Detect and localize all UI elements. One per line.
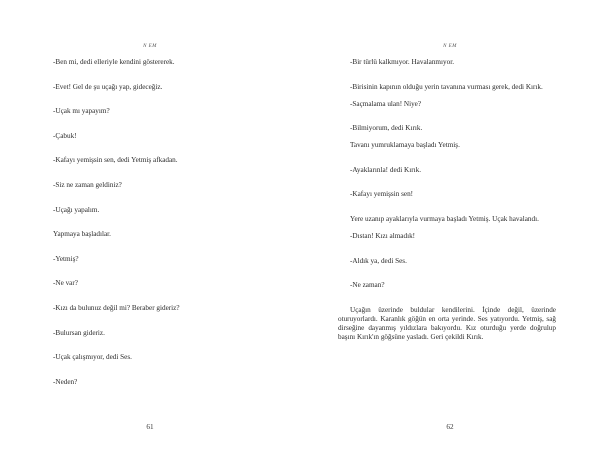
- page-number-left: 61: [146, 423, 154, 431]
- right-page-body: [338, 58, 556, 342]
- running-header-right: N EM: [443, 44, 457, 49]
- paragraph: -Ayaklarınla! dedi Kırık.: [350, 165, 421, 174]
- paragraph: -Aldık ya, dedi Ses.: [350, 256, 407, 265]
- paragraph: Yapmaya başladılar.: [53, 230, 111, 239]
- paragraph: -Neden?: [53, 377, 78, 386]
- paragraph: -Kafayı yemişsin sen, dedi Yetmiş afkadan.: [53, 156, 178, 165]
- paragraph: -Bilmiyorum, dedi Kırık.: [350, 124, 423, 133]
- paragraph: -Saçmalama ulan! Niye?: [350, 99, 422, 108]
- left-page-body: [53, 58, 253, 402]
- paragraph: -Ben mi, dedi elleriyle kendini göstererek.: [53, 58, 175, 66]
- paragraph: -Siz ne zaman geldiniz?: [53, 180, 122, 189]
- paragraph: Yere uzanıp ayaklarıyla vurmaya başladı Yetmiş. Uçak havalandı.: [350, 214, 539, 223]
- paragraph: -Kızı da bulunuz değil mi? Beraber gideriz?: [53, 303, 180, 312]
- paragraph: -Çabuk!: [53, 131, 77, 140]
- paragraph: -Birisinin kapının olduğu yerin tavanına vurması gerek, dedi Kırık.: [350, 82, 543, 91]
- paragraph: -Bulursan gideriz.: [53, 328, 105, 337]
- paragraph: -Uçağı yapalım.: [53, 205, 100, 214]
- paragraph: -Kafayı yemişsin sen!: [350, 190, 414, 199]
- paragraph: -Evet! Gel de şu uçağı yap, gideceğiz.: [53, 82, 163, 91]
- paragraph: -Ne zaman?: [350, 281, 385, 290]
- page-number-right: 62: [446, 423, 454, 431]
- paragraph: Tavanı yumruklamaya başladı Yetmiş.: [350, 141, 460, 150]
- right-page: [300, 0, 600, 467]
- paragraph: -Uçak mı yapayım?: [53, 107, 110, 116]
- running-header-left: N EM: [143, 44, 157, 49]
- paragraph: -Yetmiş?: [53, 254, 79, 263]
- paragraph: Uçağın üzerinde buldular kendilerini. İçinde değil, üzerinde oturuyorlardı. Karanlık göğün en orta yerinde. Ses yatıyordu. Yetmiş, sağ dirseğine dayanmış yıldızlara bakıyordu. Kız oturduğu yerde doğrulup başını Kırık'ın göğsüne yasladı. Geri çekildi Kırık.: [338, 305, 556, 341]
- paragraph: -Ne var?: [53, 279, 78, 288]
- paragraph: -Dıstan! Kızı almadık!: [350, 231, 416, 240]
- paragraph: -Uçak çalışmıyor, dedi Ses.: [53, 353, 132, 362]
- paragraph: -Bir türlü kalkmıyor. Havalanmıyor.: [350, 58, 454, 66]
